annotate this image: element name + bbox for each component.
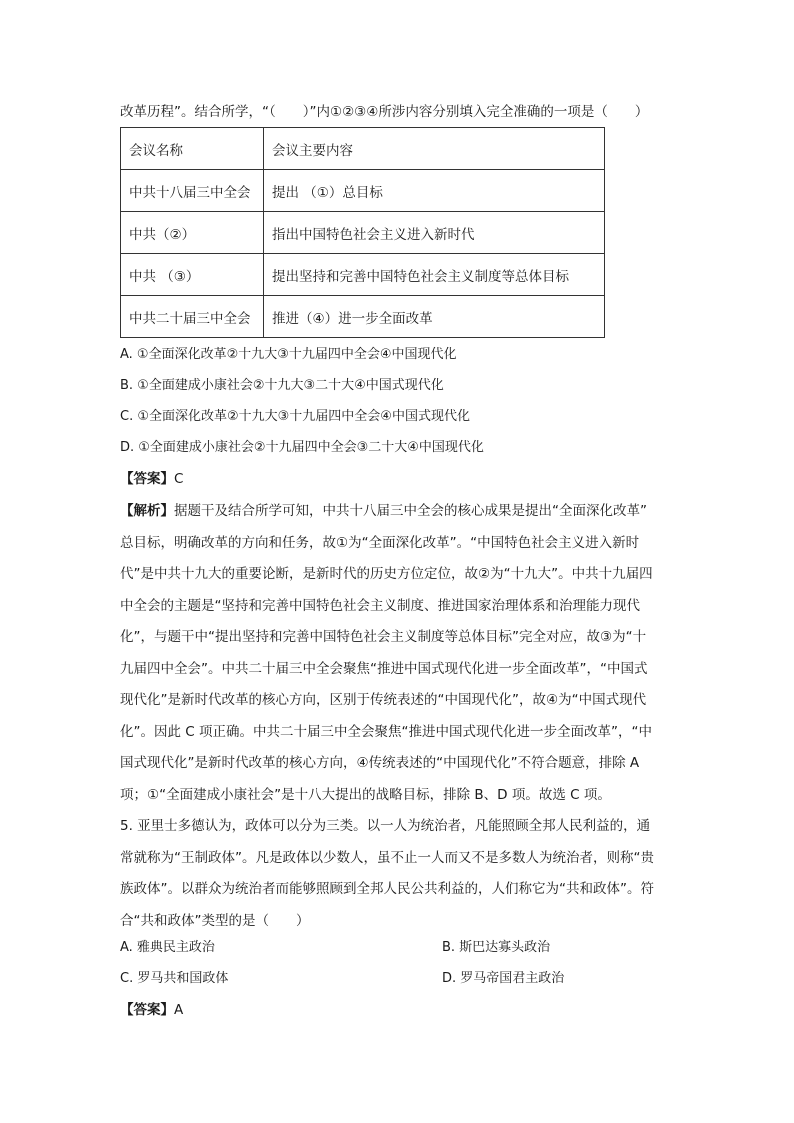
q5-option-c: C. 罗马共和国政体 [120,971,229,986]
analysis-line: 项；①“全面建成小康社会”是十八大提出的战略目标，排除 B、D 项。故选 C 项。 [120,786,611,803]
analysis-line: 国式现代化”是新时代改革的核心方向，④传统表述的“中国现代化”不符合题意，排除 A [120,755,640,771]
q4-analysis [120,496,678,811]
table-cell: 提出 （①）总目标 [264,170,605,212]
table-header-row [121,128,605,170]
table-header-cell: 会议主要内容 [264,128,605,170]
table-cell: 指出中国特色社会主义进入新时代 [264,212,605,254]
analysis-line: 化”，与题干中“提出坚持和完善中国特色社会主义制度等总体目标”完全对应，故③为“十 [120,629,647,645]
q4-option-d: D. ①全面建成小康社会②十九届四中全会③二十大④中国现代化 [120,440,484,455]
answer-label: 【答案】 [120,1002,174,1018]
table-cell: 中共 （③） [121,254,264,296]
q5-option-b: B. 斯巴达寡头政治 [442,940,551,955]
q4-answer [120,469,680,489]
analysis-line: 九届四中全会”。中共二十届三中全会聚焦“推进中国式现代化进一步全面改革”，“中国式 [120,660,648,677]
answer-value: C [174,471,184,487]
table-cell: 中共十八届三中全会 [121,170,264,212]
table-row [121,296,605,338]
q5-option-a: A. 雅典民主政治 [120,940,215,955]
table-cell: 推进（④）进一步全面改革 [264,296,605,338]
q5-answer [120,1000,680,1020]
answer-value: A [174,1002,184,1018]
stem-line: 族政体”。以群众为统治者而能够照顾到全邦人民公共利益的，人们称它为“共和政体”。符 [120,881,654,897]
table-cell: 中共（②） [121,212,264,254]
q5-stem [120,811,678,937]
analysis-line: 【解析】据题干及结合所学可知，中共十八届三中全会的核心成果是提出“全面深化改革” [120,503,647,519]
analysis-label: 【解析】 [120,503,174,519]
stem-line: 5. 亚里士多德认为，政体可以分为三类。以一人为统治者，凡能照顾全邦人民利益的，通 [120,818,651,834]
q4-option-b: B. ①全面建成小康社会②十九大③二十大④中国式现代化 [120,378,444,393]
stem-line: 常就称为“王制政体”。凡是政体以少数人，虽不止一人而又不是多数人为统治者，则称“贵 [120,849,654,866]
q4-stem: 改革历程”。结合所学，“（ ）”内①②③④所涉内容分别填入完全准确的一项是（ ） [120,104,649,120]
analysis-line: 总目标，明确改革的方向和任务，故①为“全面深化改革”。“中国特色社会主义进入新时 [120,534,640,551]
q4-option-a: A. ①全面深化改革②十九大③十九届四中全会④中国现代化 [120,347,457,362]
analysis-line: 现代化”是新时代改革的核心方向，区别于传统表述的“中国现代化”，故④为“中国式现代 [120,692,647,708]
analysis-line: 化”。因此 C 项正确。中共二十届三中全会聚焦“推进中国式现代化进一步全面改革”，“中 [120,723,652,740]
analysis-line: 代”是中共十九大的重要论断，是新时代的历史方位定位，故②为“十九大”。中共十九届四 [120,566,653,582]
q5-option-d: D. 罗马帝国君主政治 [442,971,565,986]
table-header-cell: 会议名称 [121,128,264,170]
stem-line: 合“共和政体”类型的是（ ） [120,912,310,929]
analysis-line: 中全会的主题是“坚持和完善中国特色社会主义制度、推进国家治理体系和治理能力现代 [120,597,640,614]
meeting-table [120,127,605,338]
table-row [121,254,605,296]
q4-option-c: C. ①全面深化改革②十九大③十九届四中全会④中国式现代化 [120,409,470,424]
table-cell: 提出坚持和完善中国特色社会主义制度等总体目标 [264,254,605,296]
table-cell: 中共二十届三中全会 [121,296,264,338]
table-row [121,170,605,212]
table-row [121,212,605,254]
answer-label: 【答案】 [120,471,174,487]
